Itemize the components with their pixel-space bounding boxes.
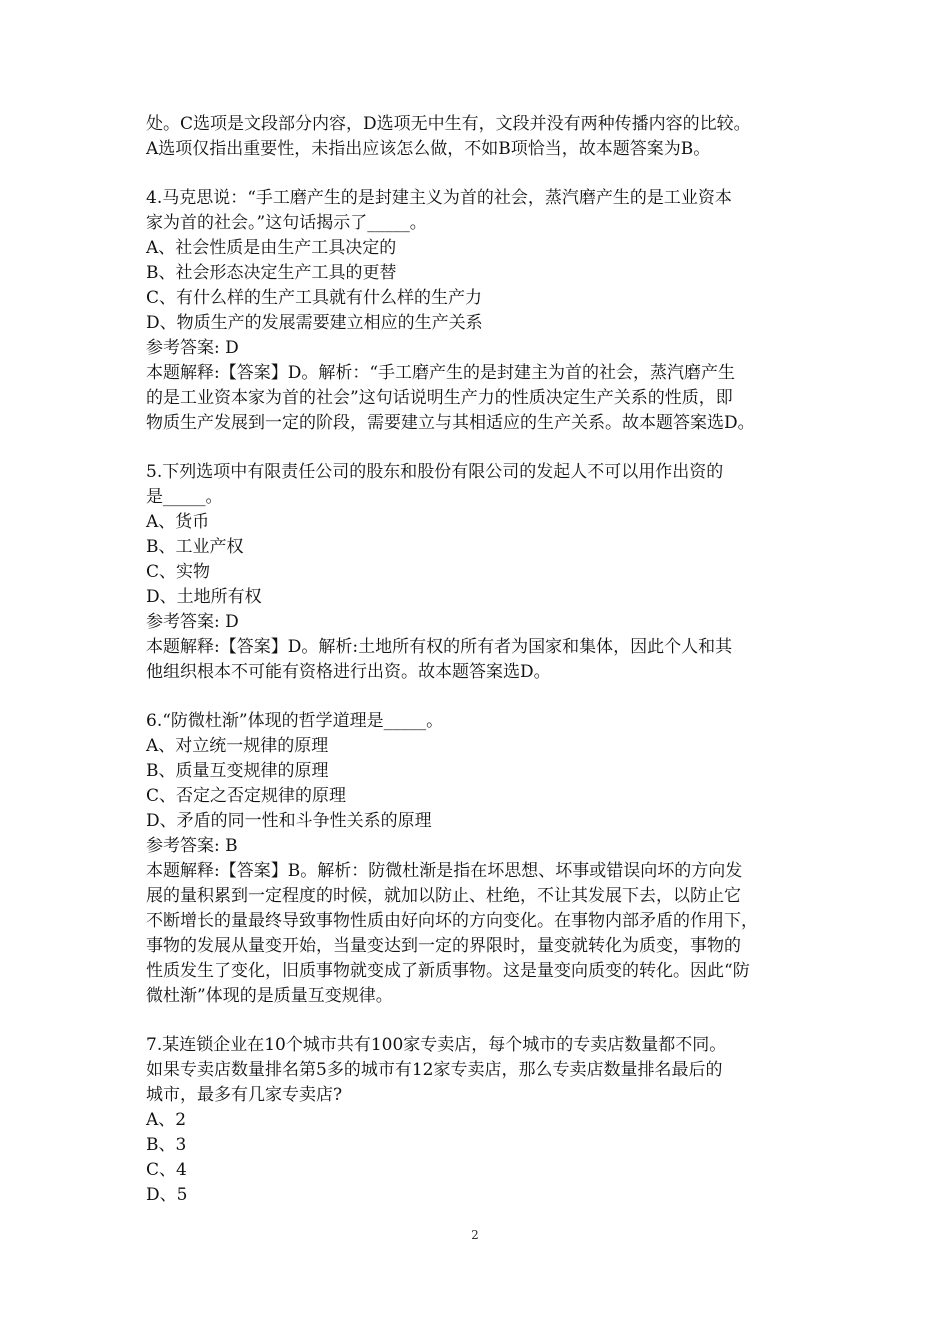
option-b: B、社会形态决定生产工具的更替 bbox=[146, 263, 397, 283]
option-d: D、土地所有权 bbox=[146, 587, 262, 607]
option-a: A、货币 bbox=[146, 512, 210, 532]
question-text: 5.下列选项中有限责任公司的股东和股份有限公司的发起人不可以用作出资的 bbox=[146, 462, 724, 482]
page-number: 2 bbox=[471, 1228, 479, 1242]
option-a: A、对立统一规律的原理 bbox=[146, 736, 329, 756]
option-a: A、社会性质是由生产工具决定的 bbox=[146, 238, 397, 258]
explanation-text: 本题解释:【答案】B。解析：防微杜渐是指在坏思想、坏事或错误向坏的方向发 bbox=[146, 861, 743, 881]
option-c: C、实物 bbox=[146, 562, 211, 582]
question-text: 家为首的社会。”这句话揭示了_____。 bbox=[146, 213, 427, 233]
explanation-text: 本题解释:【答案】D。解析:土地所有权的所有者为国家和集体，因此个人和其 bbox=[146, 637, 733, 657]
option-b: B、3 bbox=[146, 1135, 187, 1155]
intro-explanation bbox=[146, 112, 816, 162]
question-5 bbox=[146, 460, 816, 685]
option-b: B、工业产权 bbox=[146, 537, 244, 557]
question-text: 4.马克思说：“手工磨产生的是封建主义为首的社会，蒸汽磨产生的是工业资本 bbox=[146, 188, 732, 208]
question-text: 城市，最多有几家专卖店? bbox=[146, 1085, 343, 1105]
explanation-text: 物质生产发展到一定的阶段，需要建立与其相适应的生产关系。故本题答案选D。 bbox=[146, 413, 755, 433]
option-d: D、物质生产的发展需要建立相应的生产关系 bbox=[146, 313, 483, 333]
explanation-text: 不断增长的量最终导致事物性质由好向坏的方向变化。在事物内部矛盾的作用下， bbox=[146, 911, 758, 931]
question-text: 如果专卖店数量排名第5多的城市有12家专卖店，那么专卖店数量排名最后的 bbox=[146, 1060, 723, 1080]
question-6 bbox=[146, 709, 816, 1009]
reference-answer: 参考答案: D bbox=[146, 612, 239, 632]
text-line: 处。C选项是文段部分内容，D选项无中生有，文段并没有两种传播内容的比较。 bbox=[146, 114, 751, 134]
option-c: C、有什么样的生产工具就有什么样的生产力 bbox=[146, 288, 483, 308]
option-c: C、4 bbox=[146, 1160, 187, 1180]
option-b: B、质量互变规律的原理 bbox=[146, 761, 329, 781]
paragraph-gap bbox=[146, 685, 816, 709]
explanation-text: 他组织根本不可能有资格进行出资。故本题答案选D。 bbox=[146, 662, 551, 682]
question-text: 7.某连锁企业在10个城市共有100家专卖店，每个城市的专卖店数量都不同。 bbox=[146, 1035, 727, 1055]
explanation-text: 展的量积累到一定程度的时候，就加以防止、杜绝，不让其发展下去，以防止它 bbox=[146, 886, 741, 906]
question-4 bbox=[146, 186, 816, 436]
question-text: 是_____。 bbox=[146, 487, 223, 507]
option-d: D、矛盾的同一性和斗争性关系的原理 bbox=[146, 811, 432, 831]
paragraph-gap bbox=[146, 436, 816, 460]
reference-answer: 参考答案: D bbox=[146, 338, 239, 358]
paragraph-gap bbox=[146, 162, 816, 186]
explanation-text: 性质发生了变化，旧质事物就变成了新质事物。这是量变向质变的转化。因此“防 bbox=[146, 961, 750, 981]
text-line: A选项仅指出重要性，未指出应该怎么做，不如B项恰当，故本题答案为B。 bbox=[146, 139, 711, 159]
option-d: D、5 bbox=[146, 1185, 188, 1205]
explanation-text: 本题解释:【答案】D。解析：“手工磨产生的是封建主为首的社会，蒸汽磨产生 bbox=[146, 363, 736, 383]
option-c: C、否定之否定规律的原理 bbox=[146, 786, 347, 806]
document-body bbox=[146, 112, 816, 1208]
option-a: A、2 bbox=[146, 1110, 187, 1130]
paragraph-gap bbox=[146, 1009, 816, 1033]
explanation-text: 事物的发展从量变开始，当量变达到一定的界限时，量变就转化为质变，事物的 bbox=[146, 936, 741, 956]
explanation-text: 的是工业资本家为首的社会”这句话说明生产力的性质决定生产关系的性质，即 bbox=[146, 388, 733, 408]
question-7 bbox=[146, 1033, 816, 1208]
question-text: 6.“防微杜渐”体现的哲学道理是_____。 bbox=[146, 711, 444, 731]
explanation-text: 微杜渐”体现的是质量互变规律。 bbox=[146, 986, 393, 1006]
reference-answer: 参考答案: B bbox=[146, 836, 238, 856]
